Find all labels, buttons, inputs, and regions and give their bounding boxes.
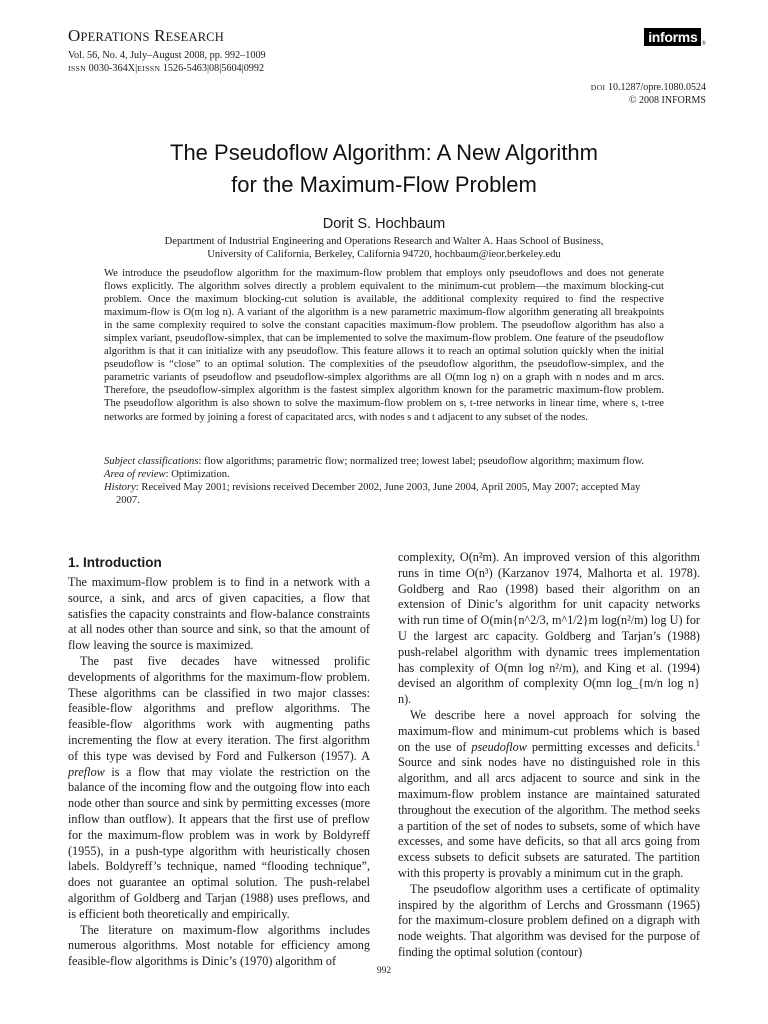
emphasis: preflow (68, 764, 105, 779)
eissn-code: 5604 (221, 63, 242, 74)
paper-title-line2: for the Maximum-Flow Problem (231, 172, 537, 197)
column-left (68, 575, 370, 970)
doi-label: DOI (590, 83, 606, 92)
section-heading (68, 555, 162, 570)
informs-logo-text: informs (644, 28, 701, 46)
author-affiliation (100, 235, 668, 261)
subject-label: Subject classifications (104, 456, 199, 467)
subject-text: flow algorithms; parametric flow; normalized tree; lowest label; pseudoflow algorithm; maximum flow. (204, 456, 645, 467)
paper-title (68, 137, 700, 201)
section-title: Introduction (83, 555, 162, 570)
area-text: Optimization. (171, 469, 230, 481)
paragraph: The literature on maximum-flow algorithms includes numerous algorithms. Most notable for efficiency among feasible-flow algorithms is Dinic’s (1970) algorithm of (68, 922, 370, 969)
issn-number: 0030-364X (88, 63, 136, 74)
history: History: Received May 2001; revisions received December 2002, June 2003, June 2004, April 2005, May 2007; accepted May 2007. (104, 482, 641, 507)
paragraph: complexity, O(n²m). An improved version of this algorithm runs in time O(n³) (Karzanov 1974, Malhorta et al. 1978). Goldberg and Rao (1998) based their algorithm on an extension of Dinic’s algorithm for unit capacity networks with run time of O(min{n^2/3, m^1/2}m log(n²/m) log U) for U the largest arc capacity. Goldberg and Tarjan’s (1988) push-relabel algorithm with dynamic trees implementation has complexity of O(mn log n²/m), and King et al. (1994) devised an algorithm of complexity O(mn log_{m/n log n} n). (398, 550, 700, 707)
journal-name (68, 26, 224, 46)
abstract: We introduce the pseudoflow algorithm for the maximum-flow problem that employs only pseudoflows and does not generate flows explicitly. The algorithm solves directly a problem equivalent to the minimum-cut problem—the maximum blocking-cut problem. Once the maximum blocking-cut solution is available, the additional complexity required to find the respective maximum-flow is O(m log n). A variant of the algorithm is a new parametric maximum-flow algorithm generating all breakpoints in the same complexity required to solve the constant capacities maximum-flow problem. The pseudoflow algorithm has also a simplex variant, pseudoflow-simplex, that can be implemented to solve the maximum-flow problem. One feature of the pseudoflow algorithm is that it can initialize with any pseudoflow. This feature allows it to reach an optimal solution quickly when the initial pseudoflow is “close” to an optimal solution. The complexities of the pseudoflow algorithm, the pseudoflow-simplex, and the parametric variants of pseudoflow and pseudoflow-simplex algorithms are all O(mn log n) on a graph with n nodes and m arcs. Therefore, the pseudoflow-simplex algorithm is the fastest simplex algorithm known for the parametric maximum-flow problem. The pseudoflow algorithm is also shown to solve the maximum-flow problem on s, t-tree networks in linear time, where s, t-tree networks are formed by joining a forest of capacitated arcs, with nodes s and t adjacent to any subset of the nodes. (104, 268, 664, 423)
emphasis: pseudoflow (471, 739, 527, 754)
eissn-page: 0992 (243, 63, 265, 74)
eissn-year: 08 (209, 63, 220, 74)
history-label: History (104, 482, 136, 494)
informs-logo (644, 28, 706, 47)
eissn-number: 1526-5463 (162, 63, 207, 74)
area-label: Area of review (104, 469, 166, 481)
page-number: 992 (376, 966, 392, 976)
paragraph-text: permitting excesses and deficits. (526, 739, 696, 754)
journal-word-operations: PERATIONS (80, 30, 150, 44)
column-right (398, 550, 700, 961)
author-name: Dorit S. Hochbaum (322, 216, 446, 232)
paragraph-text: Source and sink nodes have no distinguished role in this algorithm, and all arcs adjacent to source and sink in the maximum-flow problem instance are maintained saturated throughout the execution of the algorithm. The method seeks a partition of the set of nodes to subsets, some of which have excesses, and some have deficits, so that all arcs going from excess subsets to deficit subsets are saturated. The partition with this property is provably a minimum cut in the graph. (398, 755, 700, 880)
volume-line: Vol. 56, No. 4, July–August 2008, pp. 992–1009 (68, 50, 266, 61)
issn-line: ISSN 0030-364X|EISSN 1526-5463|08|5604|0992 (68, 63, 265, 74)
affiliation-line1: Department of Industrial Engineering and Operations Research and Walter A. Haas School of Business, (164, 236, 604, 247)
copyright: © 2008 INFORMS (628, 94, 706, 106)
footnote-marker[interactable]: 1 (696, 738, 700, 748)
issn-label: ISSN (68, 64, 87, 73)
section-number: 1. (68, 555, 80, 570)
paragraph-text: is a flow that may violate the restriction on the balance of the incoming flow and the outgoing flow into each node other than source and sink by permitting excesses (more inflow than outflow). It appears that the first use of preflow for the maximum-flow problem was in work by Boldyreff (1955), in a push-type algorithm with heuristically chosen labels. Boldyreff’s technique, named “flooding technique”, does not guarantee an optimal solution. The push-relabel algorithm of Goldberg and Tarjan (1988) uses preflows, and is efficient both theoretically and empirically. (68, 764, 370, 921)
doi-value[interactable]: 10.1287/opre.1080.0524 (607, 82, 706, 93)
journal-word-research: ESEARCH (165, 30, 225, 44)
journal-initial-o: O (68, 26, 81, 45)
paragraph: The maximum-flow problem is to find in a network with a source, a sink, and arcs of given capacities, a flow that satisfies the capacity constraints and flow-balance constraints at all nodes other than source and sink, so that the amount of flow leaving the source is maximized. (68, 575, 370, 653)
paragraph (398, 708, 700, 882)
registered-mark-icon: ® (701, 41, 706, 47)
journal-initial-r: R (154, 26, 166, 45)
paragraph: The pseudoflow algorithm uses a certificate of optimality inspired by the algorithm of Lerchs and Grossmann (1965) for the maximum-closure problem defined on a digraph with node weights. That algorithm was devised for the purpose of finding the optimal solution (contour) (398, 881, 700, 959)
paragraph-text: The past five decades have witnessed prolific developments of algorithms for the maximum-flow problem. These algorithms can be classified in two major classes: feasible-flow algorithms and preflow algorithms. The feasible-flow algorithms work with augmenting paths incrementing the flow at every iteration. The first algorithm of this type was devised by Ford and Fulkerson (1957). A (68, 653, 370, 763)
article-metadata (104, 455, 664, 507)
paragraph-text: We describe here a novel approach for solving the maximum-flow and minimum-cut problems which is based on the use of (398, 707, 700, 754)
subject-classifications: Subject classifications: flow algorithms; parametric flow; normalized tree; lowest label; pseudoflow algorithm; maximum flow. (104, 456, 645, 467)
paragraph (68, 654, 370, 923)
affiliation-line2: University of California, Berkeley, California 94720, hochbaum@ieor.berkeley.edu (207, 249, 561, 260)
paper-title-line1: The Pseudoflow Algorithm: A New Algorithm (170, 140, 598, 165)
area-of-review: Area of review: Optimization. (104, 469, 230, 481)
history-text: Received May 2001; revisions received December 2002, June 2003, June 2004, April 2005, May 2007; accepted May 2007. (116, 482, 641, 507)
eissn-label: EISSN (137, 64, 161, 73)
doi-block (591, 82, 706, 107)
